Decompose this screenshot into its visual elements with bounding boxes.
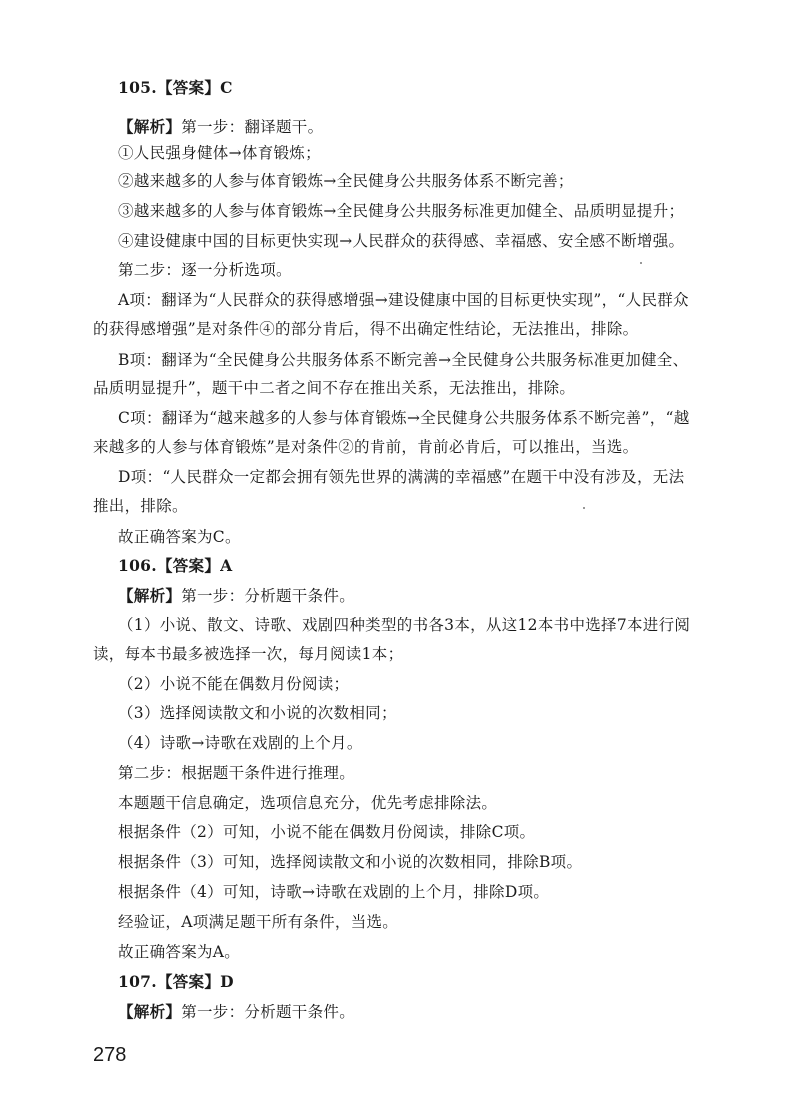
scan-speck xyxy=(583,507,585,509)
q106-condition-1-line1: （1）小说、散文、诗歌、戏剧四种类型的书各3本，从这12本书中选择7本进行阅 xyxy=(118,616,691,634)
q106-answer-heading: 106.【答案】A xyxy=(118,556,233,575)
analysis-label: 【解析】 xyxy=(118,117,182,136)
q105-condition-1: ①人民强身健体→体育锻炼； xyxy=(118,144,321,162)
q105-condition-4: ④建设健康中国的目标更快实现→人民群众的获得感、幸福感、安全感不断增强。 xyxy=(118,232,685,250)
q106-step2: 第二步：根据题干条件进行推理。 xyxy=(118,764,356,782)
q106-reasoning-1: 本题题干信息确定，选项信息充分，优先考虑排除法。 xyxy=(118,794,498,812)
q106-reasoning-2: 根据条件（2）可知，小说不能在偶数月份阅读，排除C项。 xyxy=(118,823,536,841)
q105-option-c-line1: C项：翻译为“越来越多的人参与体育锻炼→全民健身公共服务体系不断完善”，“越 xyxy=(118,409,690,427)
q106-reasoning-5: 经验证，A项满足题干所有条件，当选。 xyxy=(118,913,399,931)
q107-answer-heading: 107.【答案】D xyxy=(118,972,234,991)
q105-conclusion: 故正确答案为C。 xyxy=(118,528,241,546)
q107-analysis-step1: 【解析】第一步：分析题干条件。 xyxy=(118,1002,356,1021)
q106-reasoning-4: 根据条件（4）可知，诗歌→诗歌在戏剧的上个月，排除D项。 xyxy=(118,883,550,901)
page-number: 278 xyxy=(93,1044,127,1066)
q106-condition-3: （3）选择阅读散文和小说的次数相同； xyxy=(118,704,397,722)
q106-condition-2: （2）小说不能在偶数月份阅读； xyxy=(118,675,350,693)
analysis-label: 【解析】 xyxy=(118,586,182,605)
q105-analysis-step1: 【解析】第一步：翻译题干。 xyxy=(118,117,324,136)
q105-answer-heading: 105.【答案】C xyxy=(118,78,233,97)
q105-option-b-line1: B项：翻译为“全民健身公共服务体系不断完善→全民健身公共服务标准更加健全、 xyxy=(118,351,689,369)
q105-option-d-line1: D项：“人民群众一定都会拥有领先世界的满满的幸福感”在题干中没有涉及，无法 xyxy=(118,468,685,486)
q106-condition-1-line2: 读，每本书最多被选择一次，每月阅读1本； xyxy=(93,645,404,663)
scan-speck xyxy=(640,262,642,264)
q105-condition-3: ③越来越多的人参与体育锻炼→全民健身公共服务标准更加健全、品质明显提升； xyxy=(118,202,685,220)
q105-option-a-line2: 的获得感增强”是对条件④的部分肯后，得不出确定性结论，无法推出，排除。 xyxy=(93,320,639,338)
analysis-label: 【解析】 xyxy=(118,1002,182,1021)
q105-option-c-line2: 来越多的人参与体育锻炼”是对条件②的肯前，肯前必肯后，可以推出，当选。 xyxy=(93,438,639,456)
q106-analysis-step1: 【解析】第一步：分析题干条件。 xyxy=(118,586,356,605)
q105-condition-2: ②越来越多的人参与体育锻炼→全民健身公共服务体系不断完善； xyxy=(118,172,574,190)
q106-condition-4: （4）诗歌→诗歌在戏剧的上个月。 xyxy=(118,734,363,752)
q106-reasoning-3: 根据条件（3）可知，选择阅读散文和小说的次数相同，排除B项。 xyxy=(118,853,583,871)
q105-step2: 第二步：逐一分析选项。 xyxy=(118,261,292,279)
q105-option-a-line1: A项：翻译为“人民群众的获得感增强→建设健康中国的目标更快实现”，“人民群众 xyxy=(118,291,689,309)
q105-option-d-line2: 推出，排除。 xyxy=(93,497,188,515)
q106-conclusion: 故正确答案为A。 xyxy=(118,943,241,961)
q105-option-b-line2: 品质明显提升”，题干中二者之间不存在推出关系，无法推出，排除。 xyxy=(93,379,576,397)
